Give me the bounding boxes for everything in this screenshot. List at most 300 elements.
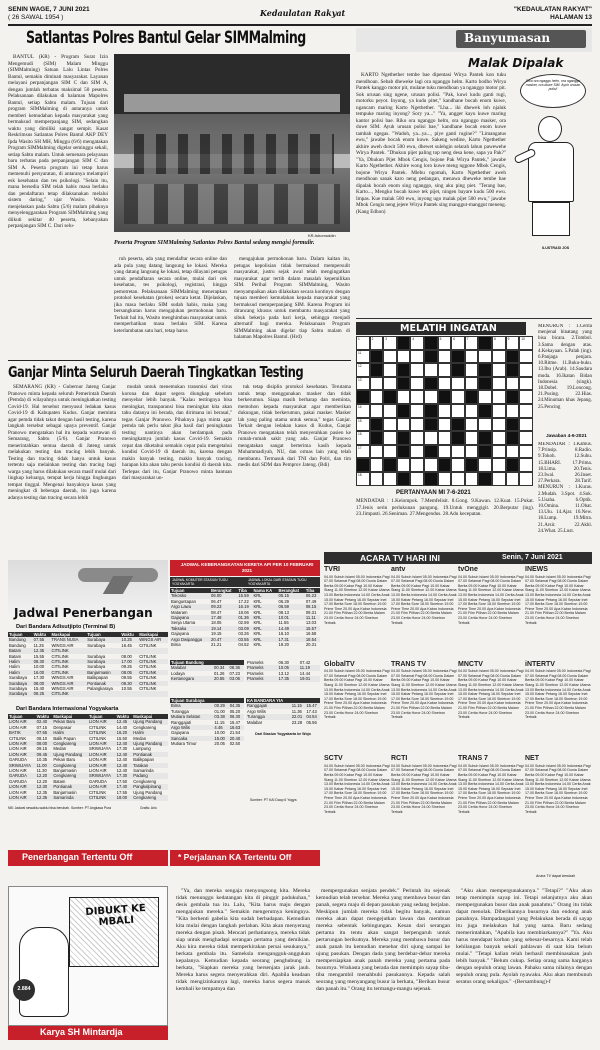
table-cell: CITILINK <box>139 653 157 659</box>
table-cell: 18.05 <box>211 620 222 626</box>
crossword-cell[interactable] <box>465 336 479 350</box>
crossword-cell[interactable] <box>478 418 492 432</box>
crossword-cell[interactable] <box>438 431 452 445</box>
crossword-cell[interactable] <box>410 445 424 459</box>
crossword-block <box>370 363 384 377</box>
article-column-3 <box>234 256 350 356</box>
crossword-block <box>424 377 438 391</box>
train-title: JADWAL KEBERANGKATAN KERETA API PER 10 FEBRUARI 2021 <box>180 562 314 573</box>
table-cell: 20.31 <box>305 642 317 648</box>
table-cell: Batam <box>53 778 66 784</box>
crossword-cell[interactable] <box>410 350 424 364</box>
crossword-cell[interactable] <box>438 363 452 377</box>
table-cell: Halim <box>52 730 88 735</box>
crossword-cell[interactable] <box>356 377 370 391</box>
crossword-cell[interactable] <box>383 445 397 459</box>
table-header-cell: Tujuan Surabaya <box>170 698 213 703</box>
crossword-cell[interactable] <box>506 377 520 391</box>
table-cell: 17.30 <box>116 773 133 778</box>
table-cell: 02.40 <box>36 719 53 724</box>
crossword-cell[interactable] <box>519 472 533 486</box>
crossword-cell[interactable] <box>438 472 452 486</box>
crossword-cell[interactable] <box>492 363 506 377</box>
crossword-cell[interactable] <box>519 363 533 377</box>
tv-channel-logo: TRANS 7 <box>458 755 488 763</box>
crossword-block <box>451 418 465 432</box>
flight-banner-text: Penerbangan Tertentu Off <box>22 852 133 862</box>
table-cell: Batam <box>8 648 33 653</box>
banyumasan-box <box>356 28 592 320</box>
crossword-cell[interactable] <box>519 458 533 472</box>
crossword-cell[interactable] <box>370 472 384 486</box>
table-cell: SRIWIJAYA <box>88 746 111 752</box>
crossword-cell[interactable] <box>410 390 424 404</box>
article-text: mengajukan permohonan baru. Dalam kaitan itu, petugas kepolisian tidak bermaksud mempersulit masyarakat, justru sejak awal telah mengingatkan masyarakat agar tertib dalam masalah kepemilikan SIM. Perihal Program SIMMalming, Wasito menyampaikan akan dilakukan secara kontinyu dengan tujuan memberi kemudahan kepada masyarakat yang bermaksud memperpanjang SIM. Karena Program ini dirancang khusus untuk membantu masyarakat yang sibuk bekerja pada hari kerja, sehingga menjadi alternatif bagi mereka. Pelaksanaan Program SIMMalming akan digelar tiap Sabtu malam di halaman Mapolres Bantul. (Hrd) <box>234 256 350 340</box>
table-cell: Ujung Pandang <box>133 789 163 795</box>
crossword-cell[interactable] <box>383 418 397 432</box>
table-cell: 12.40 <box>116 763 133 768</box>
illustrator-credit: ILUSTRASI JOS <box>542 246 570 250</box>
article-title: Satlantas Polres Bantul Gelar SIMMalming <box>26 28 306 48</box>
crossword-cell[interactable] <box>438 350 452 364</box>
header-masthead: Kedaulatan Rakyat <box>260 8 346 18</box>
tv-column <box>324 566 390 866</box>
crossword-cell[interactable] <box>370 377 384 391</box>
table-cell: Surabaya <box>87 642 106 648</box>
crossword-cell[interactable] <box>465 377 479 391</box>
table-cell: Prameks <box>247 660 264 665</box>
table-cell: 19.14 <box>210 626 237 631</box>
crossword-cell[interactable] <box>492 336 506 350</box>
table-cell: KRL <box>252 604 277 609</box>
tv-column <box>525 566 591 866</box>
table-cell: 12.20 <box>36 778 48 784</box>
crossword-cell[interactable] <box>370 390 384 404</box>
crossword-block <box>356 458 370 472</box>
table-cell: Cengkareng <box>133 724 157 730</box>
table-cell <box>86 691 120 696</box>
table-cell: Malabar <box>170 665 213 670</box>
crossword-cell[interactable] <box>478 390 492 404</box>
table-cell: 06.00 <box>210 593 237 598</box>
crossword-block <box>397 404 411 418</box>
crossword-cell[interactable] <box>410 472 424 486</box>
crossword-title: MELATIH INGATAN <box>400 323 497 334</box>
crossword-cell[interactable] <box>383 350 397 364</box>
table-cell: 07.23 <box>229 670 240 676</box>
table-cell: TRANS NUSA <box>50 637 86 642</box>
table-header-cell: Tujuan <box>170 588 210 593</box>
table-cell: 22.01 <box>291 714 306 719</box>
crossword-cell[interactable] <box>451 472 465 486</box>
crossword-cell[interactable] <box>451 377 465 391</box>
train-credit: Sumber: PT KAI Daop 6 Yogya <box>250 798 297 802</box>
article-top-rule <box>8 360 351 361</box>
crossword-cell[interactable] <box>438 404 452 418</box>
header-jawa-date: ( 26 SAWAL 1954 ) <box>8 14 64 21</box>
crossword-cell[interactable] <box>383 431 397 445</box>
crossword-cell[interactable] <box>519 350 533 364</box>
crossword-cell[interactable] <box>397 418 411 432</box>
crossword-cell[interactable] <box>492 404 506 418</box>
crossword-cell[interactable] <box>356 418 370 432</box>
crossword-cell[interactable] <box>356 350 370 364</box>
clues-text: MENURUN : 1.Cerita menjenal binatang yang bisa bicara. 2.Tombol. 3.Sama dengan atas. 4.Kekayaan. 5.Palah (ing). 6.Panjaga penjara. 10.Ritme. 11.Buku-buku. 13.Ibu (Arab). 14.Saudara muda. 16.Ikatan Bidan Indonesia (singk). 18.Dobel. 19.Loncong. 21.Pusing. 22.Hias. 24.Minuman khas Jepang. 25.Pencing <box>538 324 592 410</box>
article-text: SEMARANG (KR) - Gubernur Jateng Ganjar Pranowo minta kepada seluruh Pemerintah Daerah (Pemda) di wilayahnya untuk meningkatkan testing Covid-19. Hal tersebut menyusul ledakan kasus Covid-19 di Kabupaten Kudus. Ganjar meminta agar pemda tidak takut dengan hasil testing, karena langkah tersebut sebagai upaya preventif. Ganjar Pranowo mengatakan hal itu kepada wartawan di Semarang, Sabtu (5/6). Ganjar Pranowo menerintahkan semua daerah di Jateng untuk melakukan testing dan tracing lebih banyak. Testing dan tracing tidak hanya untuk kasus tertentu saja melainkan testing dan tracing bagi warga yang harus dilakukan secara masif mulai dari lingkup keluarga, tempat kerja hingga lingkungan tempat tinggal. Mengenai banyaknya kasus yang meningkat di beberapa daerah, itu juga karena adanya testing dan tracing secara lebih <box>8 384 116 501</box>
table-cell: CITILINK <box>50 670 86 675</box>
story-column-2 <box>316 888 450 1046</box>
crossword-cell[interactable] <box>492 390 506 404</box>
table-cell: Bandung <box>9 642 26 648</box>
table-cell: 03.06 <box>229 676 245 681</box>
crossword-cell[interactable] <box>424 458 438 472</box>
table-header-cell: Waktu <box>120 632 138 637</box>
header-page-number: HALAMAN 13 <box>550 14 592 21</box>
cartoon-illustration <box>8 886 168 1026</box>
cartoon-number: 2.884 <box>17 986 31 992</box>
crossword-cell-number: 11 <box>358 350 362 355</box>
train-sby-table <box>170 698 244 747</box>
table-cell: Bima <box>171 642 181 648</box>
crossword-cell[interactable] <box>519 445 533 459</box>
table-cell: Surabaya <box>86 659 120 664</box>
crossword-cell[interactable] <box>478 350 492 364</box>
photo-people <box>134 134 334 174</box>
table-cell: KRL <box>252 637 277 642</box>
table-cell: LION AIR <box>9 724 27 730</box>
crossword-cell-number: 14 <box>358 405 362 409</box>
crossword-cell[interactable] <box>410 431 424 445</box>
table-cell: 12.40 <box>116 752 133 757</box>
crossword-cell[interactable] <box>519 404 533 418</box>
crossword-cell[interactable] <box>397 390 411 404</box>
table-cell: CITILINK <box>50 648 86 653</box>
crossword-cell-number: 2 <box>371 337 374 341</box>
table-cell: CITILINK <box>139 686 157 692</box>
table-cell: CITILINK <box>138 681 168 686</box>
crossword-block <box>424 418 438 432</box>
flight-subtitle-yia: Dari Bandara Internasional Yogyakarta <box>16 706 119 712</box>
table-row <box>8 795 168 800</box>
tv-program-list: 04.00 Subuh Islami 05.00 Indonesia Pagi 07.00 Selamat Pagi 08.00 Dunia Dalam Berita 09.00 Kabar Pagi 10.00 Kabar Siang 11.00 Sinetron 12.00 Kabar Utama 13.00 Berita Indonesia 14.00 Cerita Anak 15.00 Kabar Petang 16.00 Seputar Inet 17.00 Berita Sore 18.00 Sinetron 19.00 Prime Time 20.00 Apa Kabar Indonesia 21.00 Film Pilihan 22.00 Berita Malam 23.00 Cerita Horor 24.00 Sinetron Terbaik <box>391 669 457 720</box>
crossword-cell-number: 3 <box>385 337 387 341</box>
crossword-cell[interactable] <box>465 404 479 418</box>
tv-channel-logo: INEWS <box>525 566 548 573</box>
crossword-cell[interactable] <box>397 350 411 364</box>
photo-chairs <box>124 184 340 224</box>
flight-table-yia <box>8 714 168 801</box>
table-cell: 18.00 <box>116 795 133 800</box>
crossword-cell[interactable] <box>451 404 465 418</box>
story-text: mempergunakan senjata pendek." Perintah itu sejenak kemudian telah tersebar. Mereka yang membawa busur dan panah, segera maju di depan pasukan yang sedang berjalan. Meskipun jumlah mereka tidak begitu banyak, namun mereka akan dapat mengejutkan lawan dan membuat mereka sebentak kebingungan. Kesan dari serangan pertama itu tentu akan sangat berpengaruh untuk pertarungan berikutnya. Mereka yang membawa busur dan anak panah itu kemudian menebar diri ujung sampai ke ujung pasukan. Dengan dada yang berdebar-debar mereka mempersiapkan anak panah mereka yang pertama pada busurnya. Wrahasta yang berada dan memimpin sayap tiba-tiba mengambil menahbuhi pasukannya. Kepada salah seorang yang menyangang busur ia berkata, "Berikan busur dan panah itu." Orang itu termangu-mangu sejenak. <box>316 888 450 992</box>
table-cell: Palangkaraya <box>87 686 113 692</box>
crossword-block <box>383 390 397 404</box>
table-cell: Ujung Pandang <box>52 752 88 757</box>
table-cell: 19.15 <box>211 631 222 637</box>
table-cell: LION AIR <box>88 763 116 768</box>
article-column-1 <box>8 384 116 548</box>
crossword-cell[interactable] <box>451 458 465 472</box>
crossword-cell[interactable] <box>410 458 424 472</box>
crossword-block <box>506 458 520 472</box>
train-note: Dari Stasiun Yogyakarta ke Wojo <box>255 732 311 736</box>
crossword-cell[interactable] <box>424 363 438 377</box>
crossword-cell[interactable] <box>438 418 452 432</box>
train-table <box>246 660 320 682</box>
table-cell: Balikpapan <box>133 757 155 763</box>
table-cell: Lodaya <box>171 670 185 676</box>
table-cell: Cengkareng <box>52 773 88 778</box>
flight-title: Jadwal Penerbangan <box>14 606 153 620</box>
crossword-cell[interactable] <box>370 336 384 350</box>
crossword-cell[interactable] <box>492 350 506 364</box>
crossword-block <box>397 472 411 486</box>
table-cell: Prameks <box>246 665 278 670</box>
table-cell: Halim <box>8 659 33 664</box>
table-cell: CITILINK <box>50 691 86 696</box>
crossword-cell[interactable] <box>410 363 424 377</box>
crossword-cell[interactable] <box>492 445 506 459</box>
tv-channel-logo: RCTI <box>391 755 408 763</box>
flight-credit: Grafis: Ario <box>140 806 157 810</box>
table-cell: 00.29 <box>213 703 228 708</box>
table-cell: 10.01 <box>278 615 305 620</box>
table-cell: 16.00 <box>33 670 51 675</box>
crossword-cell[interactable] <box>519 418 533 432</box>
crossword-block <box>424 445 438 459</box>
table-cell: Pekan Baru <box>52 719 88 724</box>
table-header-cell: Waktu <box>33 632 51 637</box>
table-cell <box>120 691 138 696</box>
tv-program-list: 04.00 Subuh Islami 05.00 Indonesia Pagi 07.00 Selamat Pagi 08.00 Dunia Dalam Berita 09.00 Kabar Pagi 10.00 Kabar Siang 11.00 Sinetron 12.00 Kabar Utama 13.00 Berita Indonesia 14.00 Cerita Anak 15.00 Kabar Petang 16.00 Seputar Inet 17.00 Berita Sore 18.00 Sinetron 19.00 Prime Time 20.00 Apa Kabar Indonesia 21.00 Film Pilihan 22.00 Berita Malam 23.00 Cerita Horor 24.00 Sinetron Terbaik <box>525 574 591 625</box>
table-cell: 10.25 <box>120 637 138 642</box>
figure-head <box>538 116 562 142</box>
table-cell: 17.35 <box>278 676 299 681</box>
article-column-2 <box>122 384 232 548</box>
table-cell: 17.48 <box>210 615 237 620</box>
table-cell: 09.30 <box>120 681 138 686</box>
crossword-cell[interactable] <box>506 404 520 418</box>
crossword-cell[interactable] <box>451 390 465 404</box>
crossword-cell[interactable] <box>424 390 438 404</box>
crossword-cell[interactable] <box>383 336 397 350</box>
photo-tent <box>124 94 340 112</box>
crossword-block <box>506 418 520 432</box>
table-cell: 11.15 <box>291 703 306 708</box>
crossword-cell[interactable] <box>383 404 397 418</box>
table-cell: LION AIR <box>88 719 116 724</box>
article-satlantas <box>8 28 351 358</box>
table-cell: WINGS AIR <box>51 642 74 648</box>
crossword-block <box>424 472 438 486</box>
table-cell: 17.31 <box>278 637 305 642</box>
crossword-cell[interactable] <box>465 418 479 432</box>
banyumasan-body-top <box>356 72 506 232</box>
answers-text: MENDATAR : 1.Kamus. 7.Prinsip. 8.Radio. 9.Tokoh. 12.Suhu. 15.BHARI. 17.Prima. 18.Lima. 20.Tenis. 23.Iwal. 26.Inset. 27.Perkara. 28.Tarif. MENURUN : 1.Kuras. 2.Mudah. 3.Spot. 4.Suk. 5.Usaha. 6.Optik. 10.Omina. 11.Obat. 13.Ulu. 14.Ajar. 16.New. 18.Lump. 19.Mitra. 21.Arsir. 22.Akhl. 24.What. 25.Lust. <box>538 442 592 534</box>
table-cell: 20.40 <box>229 736 244 741</box>
crossword-cell[interactable] <box>424 431 438 445</box>
crossword-block <box>397 363 411 377</box>
tv-columns <box>324 566 592 866</box>
crossword-cell[interactable] <box>519 431 533 445</box>
crossword-cell[interactable] <box>451 336 465 350</box>
crossword-cell[interactable] <box>465 363 479 377</box>
table-cell: Mutiara Selatan <box>170 714 213 719</box>
table-cell: 08.13 <box>278 609 289 615</box>
table-cell: 05.15 <box>278 593 305 598</box>
crossword-cell[interactable] <box>356 431 370 445</box>
table-cell: 23.28 <box>291 719 303 725</box>
table-cell: Ujung Pandang <box>132 741 168 746</box>
table-cell: 15.50 <box>116 735 128 741</box>
table-cell: Samarinda <box>52 795 88 800</box>
crossword-block <box>397 377 411 391</box>
tv-program-list: 04.00 Subuh Islami 05.00 Indonesia Pagi 07.00 Selamat Pagi 08.00 Dunia Dalam Berita 09.00 Kabar Pagi 10.00 Kabar Siang 11.00 Sinetron 12.00 Kabar Utama 13.00 Berita Indonesia 14.00 Cerita Anak 15.00 Kabar Petang 16.00 Seputar Inet 17.00 Berita Sore 18.00 Sinetron 19.00 Prime Time 20.00 Apa Kabar Indonesia 21.00 Film Pilihan 22.00 Berita Malam 23.00 Cerita Horor 24.00 Sinetron Terbaik <box>525 669 591 720</box>
table-cell: 04.35 <box>229 703 244 708</box>
table-cell: CITILINK <box>88 735 107 741</box>
table-header-cell: Tujuan Bandung <box>170 660 213 665</box>
crossword-cell[interactable] <box>410 377 424 391</box>
table-cell: 17.40 <box>116 784 133 789</box>
table-cell: WINGS AIR <box>51 686 74 692</box>
table-cell: 13.03 <box>305 620 317 626</box>
crossword-cell[interactable] <box>465 445 479 459</box>
crossword-cell[interactable] <box>438 377 452 391</box>
crossword-cell[interactable] <box>370 445 384 459</box>
crossword-cell[interactable] <box>478 458 492 472</box>
table-cell: 11.15 <box>214 719 225 725</box>
story-column-1 <box>176 888 310 1046</box>
crossword-cell[interactable] <box>356 445 370 459</box>
crossword-cell-number: 13 <box>358 377 362 382</box>
crossword-cell[interactable] <box>383 472 397 486</box>
table-cell: 02.50 <box>229 741 241 747</box>
crossword-cell[interactable] <box>438 445 452 459</box>
table-cell: 20.47 <box>210 637 237 642</box>
table-cell <box>138 691 168 696</box>
crossword-cell[interactable] <box>519 390 533 404</box>
crossword-cell[interactable] <box>519 377 533 391</box>
table-header-cell: Waktu <box>116 714 133 719</box>
tv-program-list: 04.00 Subuh Islami 05.00 Indonesia Pagi 07.00 Selamat Pagi 08.00 Dunia Dalam Berita 09.00 Kabar Pagi 10.00 Kabar Siang 11.00 Sinetron 12.00 Kabar Utama 13.00 Berita Indonesia 14.00 Cerita Anak 15.00 Kabar Petang 16.00 Seputar Inet 17.00 Berita Sore 18.00 Sinetron 19.00 Prime Time 20.00 Apa Kabar Indonesia 21.00 Film Pilihan 22.00 Berita Malam 23.00 Cerita Horor 24.00 Sinetron Terbaik <box>324 574 390 625</box>
table-cell: Mutiara Timur <box>171 741 197 747</box>
tv-channel-logo: TVRI <box>324 566 340 573</box>
table-cell: Gajayana <box>171 730 189 736</box>
table-cell: Pontianak <box>52 784 88 789</box>
crossword-cell[interactable] <box>410 418 424 432</box>
crossword-block <box>424 404 438 418</box>
article-photo <box>114 54 350 232</box>
banyumasan-title: Malak Dipalak <box>468 56 564 70</box>
crossword-cell[interactable] <box>410 336 424 350</box>
table-cell: Medan <box>53 746 67 752</box>
crossword-cell[interactable] <box>383 363 397 377</box>
table-cell: Turangga <box>171 708 189 714</box>
crossword-cell[interactable] <box>370 404 384 418</box>
train-table <box>170 660 244 682</box>
table-cell: Prameks <box>246 676 278 681</box>
table-cell: 11.19 <box>299 665 320 670</box>
crossword-cell[interactable] <box>397 458 411 472</box>
table-cell: LION AIR <box>9 768 27 774</box>
crossword-cell-number: 1 <box>358 337 360 341</box>
table-cell: 15.47 <box>305 703 320 708</box>
cartoon-sign: DIBUKT KE MBALI <box>85 902 147 929</box>
crossword-grid <box>356 336 534 488</box>
table-cell: 03.38 <box>213 714 228 719</box>
train-yia-table <box>246 698 320 725</box>
crossword-cell[interactable] <box>465 472 479 486</box>
table-cell: 17.22 <box>238 598 249 604</box>
table-cell: 15.59 <box>237 593 252 598</box>
crossword-cell[interactable] <box>506 472 520 486</box>
crossword-cell[interactable] <box>492 431 506 445</box>
crossword-cell[interactable] <box>465 350 479 364</box>
tv-program-list: 04.00 Subuh Islami 05.00 Indonesia Pagi 07.00 Selamat Pagi 08.00 Dunia Dalam Berita 09.00 Kabar Pagi 10.00 Kabar Siang 11.00 Sinetron 12.00 Kabar Utama 13.00 Berita Indonesia 14.00 Cerita Anak 15.00 Kabar Petang 16.00 Seputar Inet 17.00 Berita Sore 18.00 Sinetron 19.00 Prime Time 20.00 Apa Kabar Indonesia 21.00 Film Pilihan 22.00 Berita Malam 23.00 Cerita Horor 24.00 Sinetron Terbaik <box>391 763 457 814</box>
crossword-cell[interactable] <box>356 363 370 377</box>
crossword-cell[interactable] <box>492 377 506 391</box>
header-date: SENIN WAGE, 7 JUNI 2021 <box>8 6 90 13</box>
tv-footnote: Acara TV dapat berubah <box>536 874 576 878</box>
crossword-cell-number: 4 <box>412 337 415 341</box>
crossword-cell[interactable] <box>383 377 397 391</box>
table-cell: Surabaya <box>9 675 27 681</box>
table-cell: 19.01 <box>299 676 320 681</box>
table-cell: LION AIR <box>88 757 107 763</box>
crossword-cell[interactable] <box>465 431 479 445</box>
table-cell: 15.47 <box>229 719 241 725</box>
flight-table <box>8 632 168 697</box>
banyumasan-border <box>356 318 592 319</box>
crossword-cell[interactable] <box>356 472 370 486</box>
table-cell: 07.15 <box>36 724 48 730</box>
tv-channel-logo: SCTV <box>324 755 343 763</box>
table-cell: Surabaya <box>87 664 106 670</box>
table-cell: 17.43 <box>306 708 317 714</box>
crossword-cell[interactable] <box>451 445 465 459</box>
table-cell: Surabaya <box>8 691 33 696</box>
tv-column <box>391 566 457 866</box>
table-cell: 11.00 <box>36 763 53 768</box>
table-cell: 16.20 <box>116 730 133 735</box>
table-header-cell: Tiba <box>237 588 252 593</box>
crossword-cell[interactable] <box>506 445 520 459</box>
tv-column <box>458 566 524 866</box>
crossword-cell[interactable] <box>438 336 452 350</box>
table-cell: 11.25 <box>33 642 44 648</box>
crossword-cell[interactable] <box>492 458 506 472</box>
table-cell: 09.25 <box>121 664 132 670</box>
crossword-cell[interactable] <box>519 336 533 350</box>
table-cell: 15.00 <box>213 736 228 741</box>
table-row <box>170 676 244 681</box>
crossword-cell[interactable] <box>356 404 370 418</box>
table-cell: 20.05 <box>214 741 225 747</box>
crossword-block <box>506 350 520 364</box>
table-row <box>8 691 168 696</box>
crossword-cell[interactable] <box>492 472 506 486</box>
crossword-cell[interactable] <box>506 336 520 350</box>
crossword-cell[interactable] <box>356 336 370 350</box>
crossword-section <box>356 322 592 548</box>
crossword-cell[interactable] <box>410 404 424 418</box>
crossword-block <box>356 390 370 404</box>
tv-program-list: 04.00 Subuh Islami 05.00 Indonesia Pagi 07.00 Selamat Pagi 08.00 Dunia Dalam Berita 09.00 Kabar Pagi 10.00 Kabar Siang 11.00 Sinetron 12.00 Kabar Utama 13.00 Berita Indonesia 14.00 Cerita Anak 15.00 Kabar Petang 16.00 Seputar Inet 17.00 Berita Sore 18.00 Sinetron 19.00 Prime Time 20.00 Apa Kabar Indonesia 21.00 Film Pilihan 22.00 Berita Malam 23.00 Cerita Horor 24.00 Sinetron Terbaik <box>458 763 524 814</box>
table-cell: KRL <box>253 620 262 626</box>
table-row <box>170 741 244 746</box>
crossword-cell[interactable] <box>370 458 384 472</box>
crossword-cell[interactable] <box>492 418 506 432</box>
